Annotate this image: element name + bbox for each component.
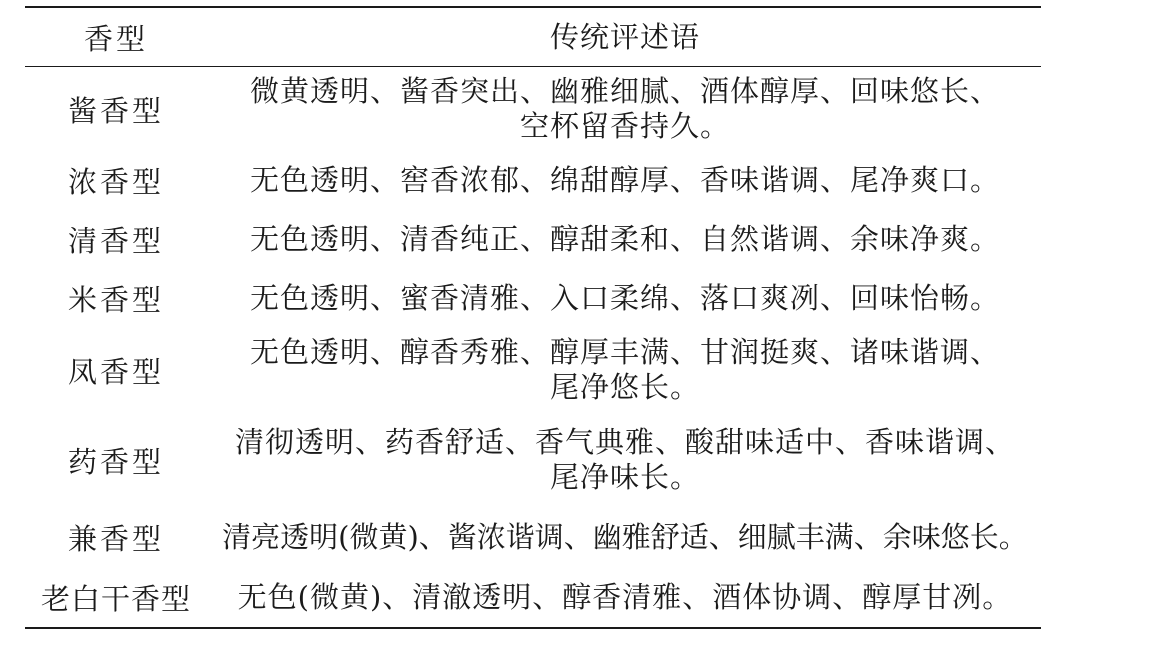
desc-line: 微黄透明、酱香突出、幽雅细腻、酒体醇厚、回味悠长、 <box>249 74 1000 108</box>
desc-line: 尾净味长。 <box>549 460 700 494</box>
header-type: 香型 <box>83 21 148 56</box>
desc-line: 清亮透明(微黄)、酱浓谐调、幽雅舒适、细腻丰满、余味悠长。 <box>222 520 1028 554</box>
row-description <box>207 580 1041 615</box>
desc-line: 清彻透明、药香舒适、香气典雅、酸甜味适中、香味谐调、 <box>234 425 1015 459</box>
table-row <box>25 269 1041 328</box>
row-type: 老白干香型 <box>40 581 191 616</box>
table-row <box>25 567 1041 627</box>
desc-line: 无色透明、窖香浓郁、绵甜醇厚、香味谐调、尾净爽口。 <box>249 163 1000 197</box>
table-row <box>25 508 1041 567</box>
row-description <box>207 335 1041 405</box>
table-row <box>25 67 1041 151</box>
row-description <box>207 520 1041 555</box>
row-type: 清香型 <box>67 224 164 258</box>
desc-line: 无色透明、醇香秀雅、醇厚丰满、甘润挺爽、诸味谐调、 <box>249 335 1000 369</box>
row-description <box>207 222 1041 257</box>
header-description: 传统评述语 <box>549 19 700 54</box>
desc-line: 空杯留香持久。 <box>519 109 730 143</box>
row-description <box>207 163 1041 198</box>
row-type: 米香型 <box>67 283 164 317</box>
desc-line: 无色透明、清香纯正、醇甜柔和、自然谐调、余味净爽。 <box>249 222 1000 256</box>
table-row <box>25 210 1041 269</box>
row-type: 药香型 <box>67 444 164 479</box>
row-description <box>207 74 1041 144</box>
row-description <box>207 425 1041 495</box>
liquor-aroma-table <box>25 6 1041 629</box>
row-type: 浓香型 <box>67 165 164 199</box>
row-type: 凤香型 <box>67 354 164 389</box>
table-row <box>25 151 1041 210</box>
row-type: 兼香型 <box>67 522 164 556</box>
bottom-rule <box>25 627 1041 629</box>
desc-line: 无色透明、蜜香清雅、入口柔绵、落口爽冽、回味怡畅。 <box>249 281 1000 315</box>
desc-line: 尾净悠长。 <box>549 370 700 404</box>
table-header <box>25 8 1041 66</box>
table-row <box>25 412 1041 508</box>
desc-line: 无色(微黄)、清澈透明、醇香清雅、酒体协调、醇厚甘冽。 <box>237 579 1013 614</box>
row-type: 酱香型 <box>67 93 164 128</box>
table-row <box>25 328 1041 412</box>
row-description <box>207 281 1041 316</box>
